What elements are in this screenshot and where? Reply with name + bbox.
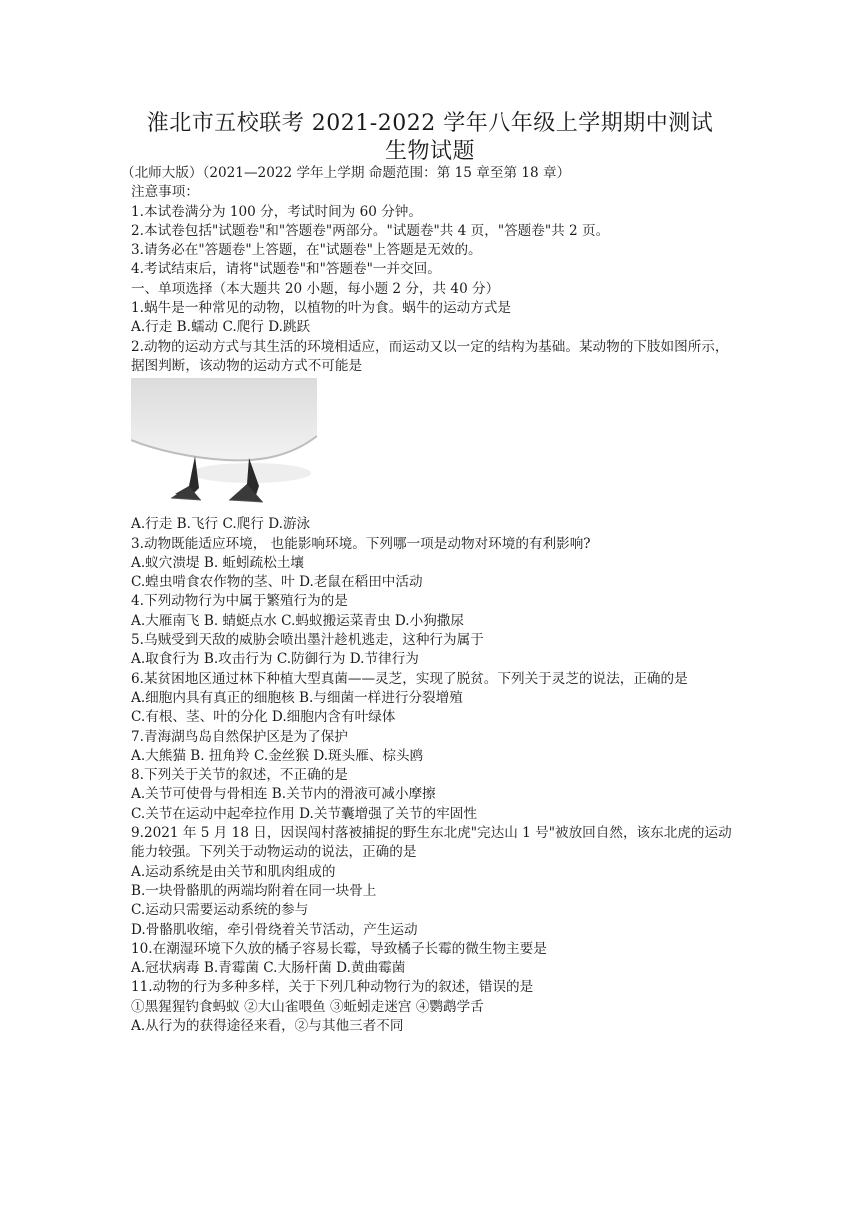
behavior-list: ①黑猩猩钓食蚂蚁 ②大山雀喂鱼 ③蚯蚓走迷宫 ④鹦鹉学舌 [131,998,484,1015]
question-options: A.行走 B.蠕动 C.爬行 D.跳跃 [131,319,311,336]
question-options: A.大雁南飞 B. 蜻蜓点水 C.蚂蚁搬运菜青虫 D.小狗撒尿 [131,612,464,629]
question-stem: 3.动物既能适应环境， 也能影响环境。下列哪一项是动物对环境的有利影响? [131,535,591,552]
notice-item: 3.请务必在"答题卷"上答题，在"试题卷"上答题是无效的。 [131,242,482,259]
question-stem: 10.在潮湿环境下久放的橘子容易长霉，导致橘子长霉的微生物主要是 [131,940,547,957]
notice-item: 2.本试卷包括"试题卷"和"答题卷"两部分。"试题卷"共 4 页，"答题卷"共 2 页。 [131,222,610,239]
exam-subtitle: 生物试题 [384,139,475,164]
question-options: C.蝗虫啃食农作物的茎、叶 D.老鼠在稻田中活动 [131,574,423,591]
question-stem: 1.蜗牛是一种常见的动物，以植物的叶为食。蜗牛的运动方式是 [131,300,511,317]
exam-title: 淮北市五校联考 2021-2022 学年八年级上学期期中测试 [146,111,714,136]
question-option: A.运动系统是由关节和肌肉组成的 [131,863,336,880]
exam-body [121,164,741,1036]
question-stem: 7.青海湖鸟岛自然保护区是为了保护 [131,728,348,745]
question-stem: 4.下列动物行为中属于繁殖行为的是 [131,593,348,610]
section-heading: 一、单项选择（本大题共 20 小题，每小题 2 分，共 40 分） [131,280,500,297]
question-options: A.取食行为 B.攻击行为 C.防御行为 D.节律行为 [131,651,419,668]
question-options: A.大熊猫 B. 扭角羚 C.金丝猴 D.斑头雁、棕头鸥 [131,747,424,764]
question-stem: 6.某贫困地区通过林下种植大型真菌——灵芝，实现了脱贫。下列关于灵芝的说法，正确的是 [131,670,688,687]
question-option: B.一块骨骼肌的两端均附着在同一块骨上 [131,882,377,899]
question-stem: 11.动物的行为多种多样，关于下列几种动物行为的叙述，错误的是 [131,979,534,996]
question-option: A.从行为的获得途径来看，②与其他三者不同 [131,1017,404,1034]
animal-leg-figure [131,378,317,513]
question-stem: 9.2021 年 5 月 18 日，因误闯村落被捕捉的野生东北虎"完达山 1 号"被放回自然，该东北虎的运动能力较强。下列关于动物运动的说法，正确的是 [131,825,732,861]
question-stem: 8.下列关于关节的叙述，不正确的是 [131,767,348,784]
question-options: A.冠状病毒 B.青霉菌 C.大肠杆菌 D.黄曲霉菌 [131,960,406,977]
question-options: A.关节可使骨与骨相连 B.关节内的滑液可减小摩擦 [131,786,436,803]
edition-note: （北师大版）（2021—2022 学年上学期 命题范围：第 15 章至第 18 章） [121,165,571,181]
question-option: D.骨骼肌收缩，牵引骨绕着关节活动，产生运动 [131,921,418,938]
question-options: A.细胞内具有真正的细胞核 B.与细菌一样进行分裂增殖 [131,689,463,706]
notice-item: 4.考试结束后，请将"试题卷"和"答题卷"一并交回。 [131,261,441,278]
question-options: C.关节在运动中起牵拉作用 D.关节囊增强了关节的牢固性 [131,805,477,822]
question-option: C.运动只需要运动系统的参与 [131,902,309,919]
question-options: C.有根、茎、叶的分化 D.细胞内含有叶绿体 [131,709,396,726]
notice-item: 1.本试卷满分为 100 分，考试时间为 60 分钟。 [131,203,422,220]
question-options: A.行走 B.飞行 C.爬行 D.游泳 [131,516,311,533]
question-stem: 5.乌贼受到天敌的威胁会喷出墨汁趁机逃走，这种行为属于 [131,632,484,649]
notice-heading: 注意事项： [131,184,199,201]
question-options: A.蚁穴溃堤 B. 蚯蚓疏松土壤 [131,554,305,571]
question-stem: 2.动物的运动方式与其生活的环境相适应，而运动又以一定的结构为基础。某动物的下肢如图所示，据图判断，该动物的运动方式不可能是 [131,338,729,374]
